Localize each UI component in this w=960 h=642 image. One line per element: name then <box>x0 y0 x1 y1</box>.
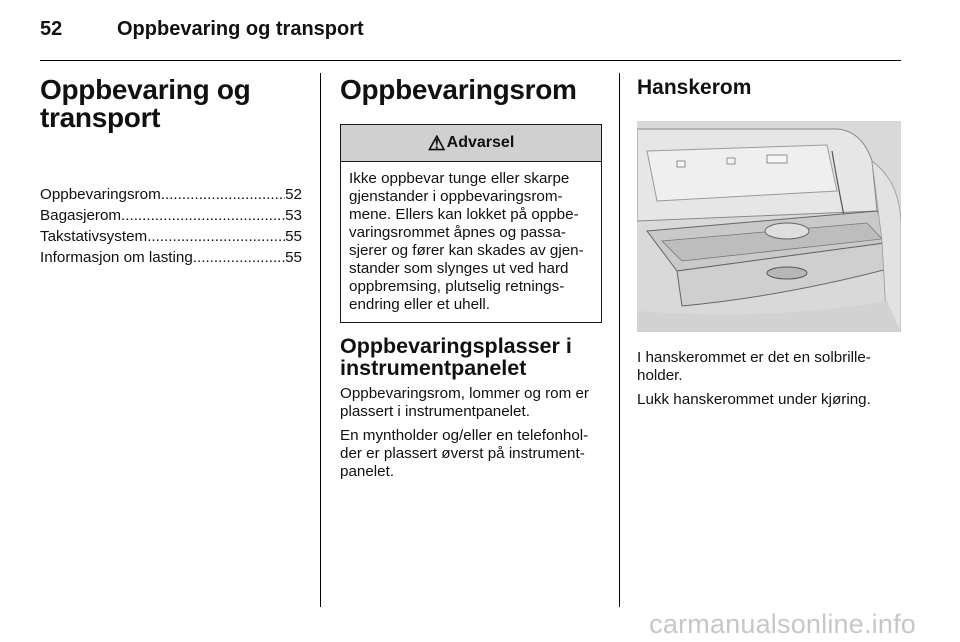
warning-line: stander som slynges ut ved hard <box>349 260 569 277</box>
paragraph: Lukk hanskerommet under kjøring. <box>637 391 871 408</box>
warning-line: Ikke oppbevar tunge eller skarpe <box>349 170 570 187</box>
chapter-title-line: transport <box>40 102 161 133</box>
warning-line: gjenstander i oppbevaringsrom- <box>349 188 563 205</box>
column-contents <box>40 76 302 268</box>
column-storage <box>340 76 602 487</box>
toc-entry-page: 52 <box>285 186 302 203</box>
glovebox-illustration <box>637 121 901 332</box>
section-title: Oppbevaringsrom <box>340 74 577 105</box>
column-divider-1 <box>320 73 321 607</box>
glovebox-drawing <box>637 121 901 332</box>
warning-header <box>341 125 601 162</box>
warning-line: mene. Ellers kan lokket på oppbe- <box>349 206 579 223</box>
warning-line: endring eller et uhell. <box>349 296 490 313</box>
toc-entry-title: Oppbevaringsrom <box>40 186 161 203</box>
subsection-title <box>340 335 602 379</box>
paragraph-line: holder. <box>637 367 683 384</box>
toc-leader <box>147 226 285 247</box>
running-title: Oppbevaring og transport <box>117 18 364 40</box>
watermark: carmanualsonline.info <box>649 609 916 639</box>
table-of-contents <box>40 184 302 268</box>
paragraph-line: der er plassert øverst på instrument- <box>340 445 585 462</box>
toc-entry-title: Informasjon om lasting <box>40 249 193 266</box>
warning-text <box>341 162 601 322</box>
toc-entry-title: Bagasjerom <box>40 207 122 224</box>
toc-leader <box>193 247 285 268</box>
chapter-title <box>40 76 302 132</box>
paragraph <box>637 349 901 385</box>
toc-entry-page: 53 <box>285 207 302 224</box>
paragraph-line: Oppbevaringsrom, lommer og rom er <box>340 385 589 402</box>
toc-entry-page: 55 <box>285 228 302 245</box>
column-glovebox <box>637 76 901 415</box>
column-divider-2 <box>619 73 620 607</box>
chapter-title-line: Oppbevaring og <box>40 74 251 105</box>
paragraph-line: En myntholder og/eller en telefonhol- <box>340 427 589 444</box>
toc-entry-roof-rack[interactable] <box>40 226 302 247</box>
toc-leader <box>161 184 285 205</box>
warning-line: oppbremsing, plutselig retnings- <box>349 278 565 295</box>
warning-title: Advarsel <box>446 134 515 151</box>
toc-leader <box>121 205 285 226</box>
paragraph-line: panelet. <box>340 463 395 480</box>
warning-line: sjerer og fører kan skades av gjen- <box>349 242 584 259</box>
paragraph-line: I hanskerommet er det en solbrille- <box>637 349 871 366</box>
toc-entry-loading-info[interactable] <box>40 247 302 268</box>
subsection-title-line: instrumentpanelet <box>340 356 527 380</box>
toc-entry-luggage[interactable] <box>40 205 302 226</box>
toc-entry-storage[interactable] <box>40 184 302 205</box>
paragraph <box>340 385 602 421</box>
subsection-title-line: Oppbevaringsplasser i <box>340 334 572 358</box>
warning-box <box>340 124 602 323</box>
warning-triangle-icon: ⚠ <box>427 132 446 155</box>
toc-entry-page: 55 <box>285 249 302 266</box>
paragraph-line: plassert i instrumentpanelet. <box>340 403 530 420</box>
header-rule <box>40 60 901 61</box>
warning-line: varingsrommet åpnes og passa- <box>349 224 566 241</box>
page-number: 52 <box>40 18 63 40</box>
section-title: Hanskerom <box>637 76 752 99</box>
paragraph <box>340 427 602 481</box>
toc-entry-title: Takstativsystem <box>40 228 148 245</box>
